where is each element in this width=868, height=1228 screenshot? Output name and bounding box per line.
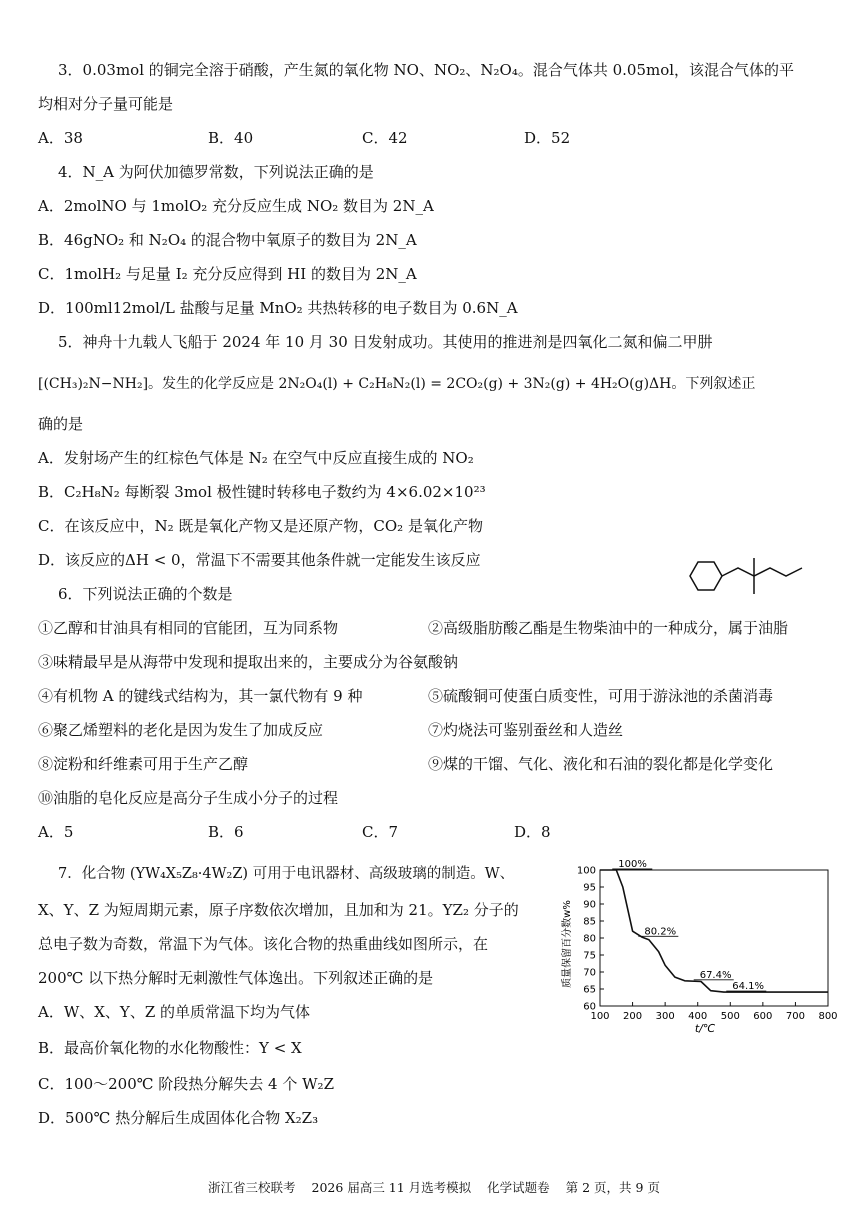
q5-option-c: C．在该反应中，N₂ 既是氧化产物又是还原产物，CO₂ 是氧化产物 bbox=[38, 517, 483, 535]
annotation-label: 100% bbox=[618, 859, 647, 870]
q3-option-b: B．40 bbox=[208, 129, 254, 147]
q5-line2: [(CH₃)₂N−NH₂]。发生的化学反应是 2N₂O₄(l) + C₂H₈N₂(l) = 2CO₂(g) + 3N₂(g) + 4H₂O(g)ΔH。下列叙述正 bbox=[38, 376, 756, 392]
x-tick-label: 700 bbox=[785, 1011, 805, 1022]
q3-option-c: C．42 bbox=[362, 129, 408, 147]
q6-item-3: ③味精最早是从海带中发现和提取出来的，主要成分为谷氨酸钠 bbox=[38, 653, 459, 671]
footer-page: 第 2 页，共 9 页 bbox=[565, 1180, 660, 1195]
y-tick-label: 60 bbox=[583, 1001, 596, 1013]
footer-exam: 2026 届高三 11 月选考模拟 bbox=[311, 1180, 472, 1195]
q3-line1: 3．0.03mol 的铜完全溶于硝酸，产生氮的氧化物 NO、NO₂、N₂O₄。混合气体共 0.05mol，该混合气体的平 bbox=[58, 61, 795, 79]
q7-line4: 200℃ 以下热分解时无刺激性气体逸出。下列叙述正确的是 bbox=[38, 969, 434, 987]
q6-option-c: C．7 bbox=[362, 823, 399, 841]
x-tick-label: 100 bbox=[590, 1011, 610, 1022]
x-tick-label: 500 bbox=[720, 1011, 740, 1022]
x-tick-label: 200 bbox=[623, 1011, 643, 1022]
q6-item-6: ⑥聚乙烯塑料的老化是因为发生了加成反应 bbox=[38, 721, 324, 739]
thermogravimetric-chart bbox=[560, 858, 842, 1036]
q3-line2: 均相对分子量可能是 bbox=[38, 95, 174, 113]
q6-item-10: ⑩油脂的皂化反应是高分子生成小分子的过程 bbox=[38, 789, 339, 807]
chart-annotations bbox=[612, 859, 766, 992]
y-tick-label: 85 bbox=[583, 916, 596, 928]
y-tick-label: 70 bbox=[583, 967, 596, 979]
q7-line2: X、Y、Z 为短周期元素，原子序数依次增加，且加和为 21。YZ₂ 分子的 bbox=[38, 901, 519, 919]
annotation-label: 80.2% bbox=[644, 926, 677, 938]
q5-option-a: A．发射场产生的红棕色气体是 N₂ 在空气中反应直接生成的 NO₂ bbox=[38, 449, 474, 467]
q5-line3: 确的是 bbox=[38, 415, 84, 433]
q3-option-d: D．52 bbox=[524, 129, 571, 147]
q4-stem: 4．N_A 为阿伏加德罗常数，下列说法正确的是 bbox=[58, 163, 374, 181]
chart-axes bbox=[600, 870, 828, 1006]
q5-option-b: B．C₂H₈N₂ 每断裂 3mol 极性键时转移电子数约为 4×6.02×10²³ bbox=[38, 483, 486, 501]
q7-line3: 总电子数为奇数，常温下为气体。该化合物的热重曲线如图所示，在 bbox=[38, 935, 489, 953]
q7-line1: 7．化合物 (YW₄X₅Z₈·4W₂Z) 可用于电讯器材、高级玻璃的制造。W、 bbox=[58, 866, 515, 882]
q6-item-5: ⑤硫酸铜可使蛋白质变性，可用于游泳池的杀菌消毒 bbox=[428, 687, 774, 705]
y-tick-label: 100 bbox=[576, 865, 596, 877]
y-tick-label: 95 bbox=[583, 882, 596, 894]
y-tick-label: 75 bbox=[583, 950, 596, 962]
q4-option-c: C．1molH₂ 与足量 I₂ 充分反应得到 HI 的数目为 2N_A bbox=[38, 265, 417, 283]
q4-option-d: D．100ml12mol/L 盐酸与足量 MnO₂ 共热转移的电子数目为 0.6N_A bbox=[38, 299, 518, 317]
q6-item-7: ⑦灼烧法可鉴别蚕丝和人造丝 bbox=[428, 721, 624, 739]
q7-option-d: D．500℃ 热分解后生成固体化合物 X₂Z₃ bbox=[38, 1109, 319, 1127]
x-tick-label: 300 bbox=[655, 1011, 675, 1022]
q6-item-9: ⑨煤的干馏、气化、液化和石油的裂化都是化学变化 bbox=[428, 755, 774, 773]
q6-option-b: B．6 bbox=[208, 823, 244, 841]
q6-option-a: A．5 bbox=[38, 823, 74, 841]
x-tick-label: 800 bbox=[818, 1011, 838, 1022]
chart-frame bbox=[600, 870, 828, 1006]
q7-option-c: C．100～200℃ 阶段热分解失去 4 个 W₂Z bbox=[38, 1075, 334, 1093]
q4-option-a: A．2molNO 与 1molO₂ 充分反应生成 NO₂ 数目为 2N_A bbox=[38, 197, 434, 215]
q5-option-d: D．该反应的ΔH < 0，常温下不需要其他条件就一定能发生该反应 bbox=[38, 551, 481, 569]
x-tick-label: 400 bbox=[688, 1011, 708, 1022]
q3-option-a: A．38 bbox=[38, 129, 83, 147]
chart-ylabel: 质量保留百分数w% bbox=[562, 900, 573, 988]
y-tick-label: 65 bbox=[583, 984, 596, 996]
annotation-label: 64.1% bbox=[732, 981, 765, 993]
q6-option-d: D．8 bbox=[514, 823, 551, 841]
q6-item-8: ⑧淀粉和纤维素可用于生产乙醇 bbox=[38, 755, 249, 773]
q4-option-b: B．46gNO₂ 和 N₂O₄ 的混合物中氧原子的数目为 2N_A bbox=[38, 231, 417, 249]
y-tick-label: 80 bbox=[583, 933, 596, 945]
q6-stem: 6．下列说法正确的个数是 bbox=[58, 585, 233, 603]
q6-item-1: ①乙醇和甘油具有相同的官能团，互为同系物 bbox=[38, 619, 339, 637]
y-tick-label: 90 bbox=[583, 899, 596, 911]
q7-option-a: A．W、X、Y、Z 的单质常温下均为气体 bbox=[38, 1003, 311, 1021]
footer-school: 浙江省三校联考 bbox=[208, 1180, 296, 1195]
q6-item-2: ②高级脂肪酸乙酯是生物柴油中的一种成分，属于油脂 bbox=[428, 619, 789, 637]
x-tick-label: 600 bbox=[753, 1011, 773, 1022]
annotation-label: 67.4% bbox=[699, 969, 732, 981]
q6-item-4: ④有机物 A 的键线式结构为，其一氯代物有 9 种 bbox=[38, 687, 363, 705]
page-footer bbox=[0, 1178, 868, 1196]
chart-ticks bbox=[577, 866, 838, 1023]
q7-option-b: B．最高价氧化物的水化物酸性：Y < X bbox=[38, 1039, 302, 1057]
chart-xlabel: t/℃ bbox=[694, 1022, 716, 1035]
q5-line1: 5．神舟十九载人飞船于 2024 年 10 月 30 日发射成功。其使用的推进剂是四氧化二氮和偏二甲肼 bbox=[58, 333, 713, 351]
skeletal-structure-compound-a bbox=[682, 548, 818, 604]
footer-subject: 化学试题卷 bbox=[487, 1180, 550, 1195]
